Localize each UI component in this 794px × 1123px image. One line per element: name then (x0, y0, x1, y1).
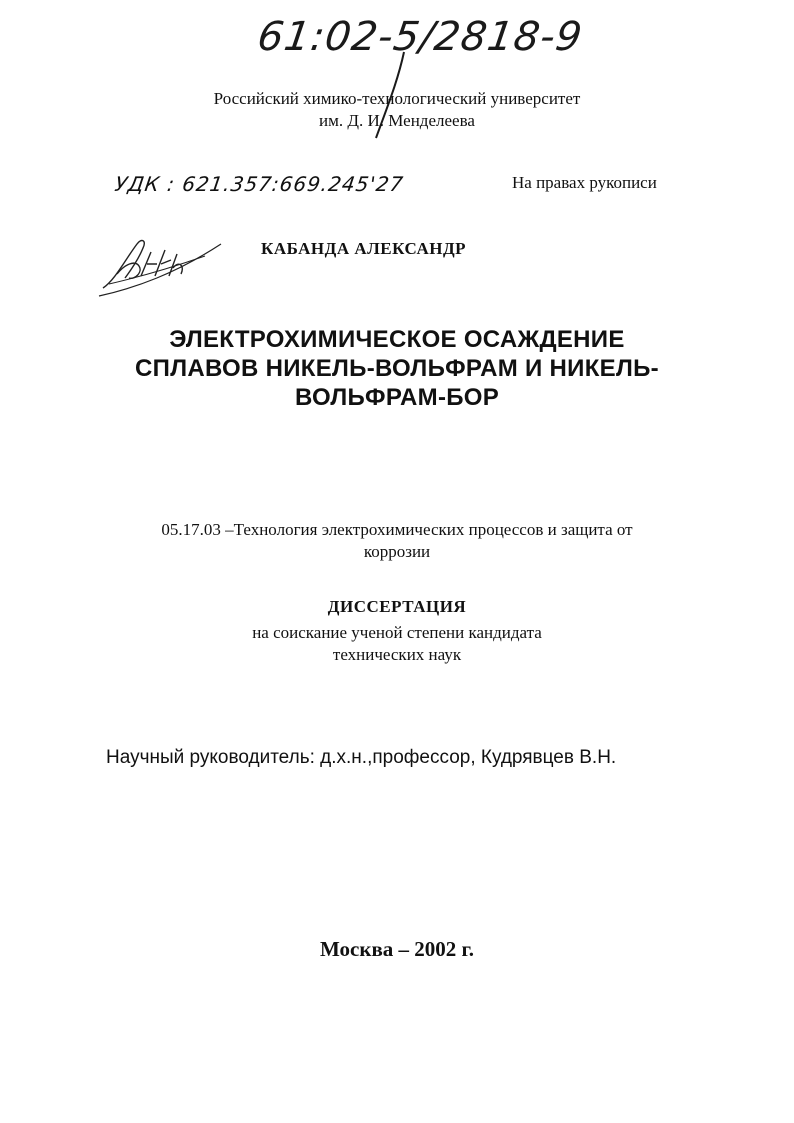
handwritten-signature (95, 230, 225, 300)
university-namesake: им. Д. И. Менделеева (319, 111, 475, 130)
degree-line-2: технических наук (332, 645, 462, 664)
rights-notice: На правах рукописи (512, 173, 657, 192)
dissertation-title (0, 325, 794, 412)
city-year: Москва – 2002 г. (320, 937, 474, 961)
dissertation-degree (0, 622, 794, 666)
specialty-line-2: коррозии (363, 542, 431, 561)
dissertation-heading: ДИССЕРТАЦИЯ (327, 597, 467, 616)
specialty (0, 519, 794, 563)
scientific-supervisor: Научный руководитель: д.х.н.,профессор, Кудрявцев В.Н. (106, 747, 617, 768)
udk-code: УДК : 621.357:669.245'27 (113, 172, 406, 196)
archive-number: 61:02-5/2818-9 (254, 14, 586, 60)
specialty-line-1: 05.17.03 –Технология электрохимических процессов и защита от (161, 520, 633, 539)
title-line-3: ВОЛЬФРАМ-БОР (294, 384, 500, 411)
university-name: Российский химико-технологический университет (213, 89, 581, 108)
degree-line-1: на соискание ученой степени кандидата (252, 623, 542, 642)
author-name: КАБАНДА АЛЕКСАНДР (261, 239, 467, 258)
title-line-1: ЭЛЕКТРОХИМИЧЕСКОЕ ОСАЖДЕНИЕ (169, 326, 625, 353)
title-line-2: СПЛАВОВ НИКЕЛЬ-ВОЛЬФРАМ И НИКЕЛЬ- (135, 355, 659, 382)
